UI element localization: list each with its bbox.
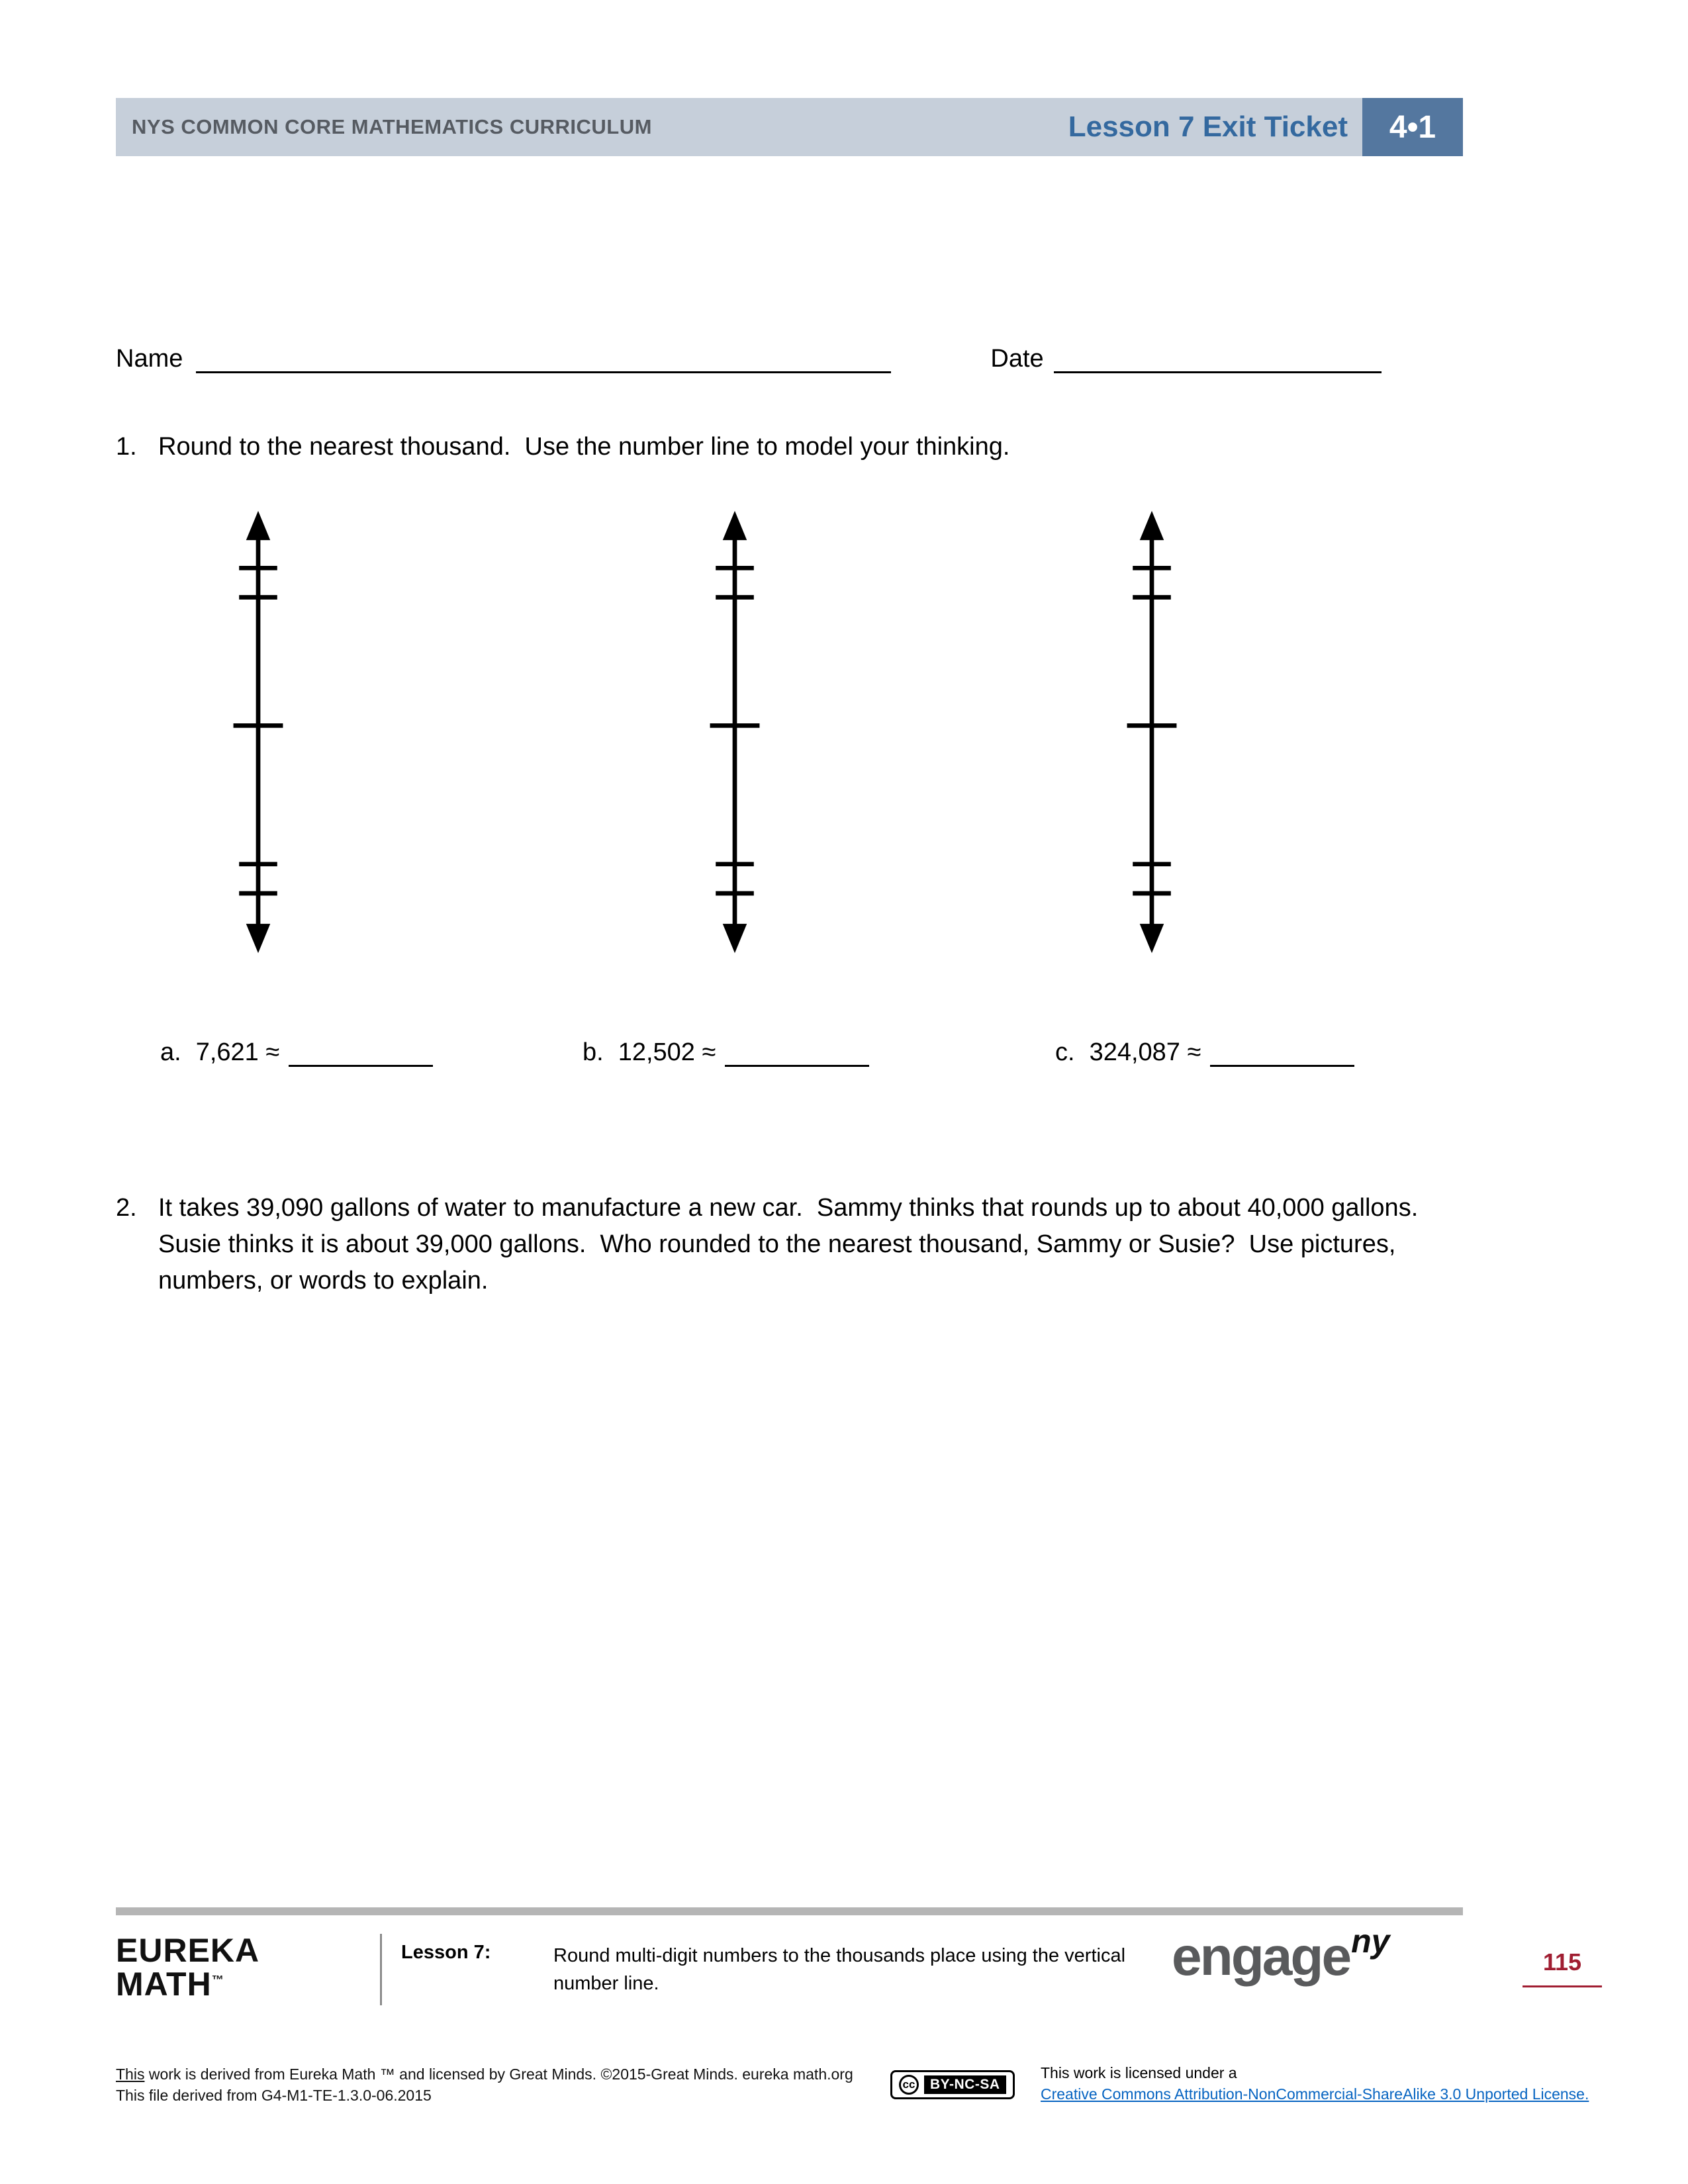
answer-b [583, 1038, 869, 1067]
license-intro: This work is licensed under a [1041, 2064, 1237, 2081]
eureka-logo-line2: MATH™ [116, 1966, 224, 2003]
trademark-symbol: ™ [211, 1973, 224, 1987]
footer-divider [116, 1907, 1463, 1915]
answer-a-letter: a. [160, 1038, 181, 1066]
license-file-line: This file derived from G4-M1-TE-1.3.0-06.2015 [116, 2087, 432, 2105]
answer-b-expression: 12,502 ≈ [618, 1038, 716, 1066]
footer-lesson-label: Lesson 7: [401, 1942, 491, 1963]
answer-c-letter: c. [1055, 1038, 1075, 1066]
engageny-logo [1172, 1923, 1390, 1988]
vertical-number-line-b [688, 510, 781, 954]
question-2-number: 2. [116, 1194, 137, 1222]
page-number: 115 [1523, 1948, 1602, 1987]
question-1-number: 1. [116, 433, 137, 461]
engage-logo-ny: ny [1351, 1923, 1390, 1960]
lesson-title: Lesson 7 Exit Ticket [1068, 111, 1348, 143]
vertical-number-line-c [1105, 510, 1198, 954]
name-date-row [116, 344, 1506, 373]
cc-badge-label: BY-NC-SA [924, 2075, 1006, 2094]
cc-icon: cc [899, 2075, 919, 2095]
date-label: Date [990, 345, 1044, 373]
answer-a-blank [289, 1038, 433, 1067]
answer-c-expression: 324,087 ≈ [1089, 1038, 1201, 1066]
module-badge: 4•1 [1362, 98, 1463, 156]
footer-lesson-description: Round multi-digit numbers to the thousands place using the vertical number line. [553, 1945, 1126, 1995]
header-bar [116, 98, 1463, 156]
engage-logo-word: engage [1172, 1927, 1350, 1987]
license-left-block [116, 2064, 853, 2106]
name-blank [196, 344, 891, 373]
date-blank [1054, 344, 1382, 373]
question-2 [116, 1190, 1446, 1299]
question-1 [116, 429, 1532, 465]
eureka-logo-line1: EUREKA [116, 1932, 260, 1969]
curriculum-title: NYS COMMON CORE MATHEMATICS CURRICULUM [132, 115, 652, 138]
answer-c [1055, 1038, 1354, 1067]
answer-a [160, 1038, 433, 1067]
license-derived-line: This work is derived from Eureka Math ™ and licensed by Great Minds. ©2015-Great Minds. eureka math.org [116, 2066, 853, 2083]
answer-b-letter: b. [583, 1038, 604, 1066]
question-2-text: It takes 39,090 gallons of water to manufacture a new car. Sammy thinks that rounds up to about 40,000 gallons. Susie thinks it is about 39,000 gallons. Who rounded to the nearest thousand, Sammy or Susie? Use pictures, numbers, or words to explain. [158, 1194, 1432, 1295]
license-right-block [1041, 2062, 1589, 2105]
name-label: Name [116, 345, 183, 373]
cc-by-nc-sa-badge[interactable] [890, 2070, 1015, 2099]
vertical-number-line-a [212, 510, 305, 954]
eureka-math-logo [116, 1934, 259, 2001]
question-1-text: Round to the nearest thousand. Use the number line to model your thinking. [158, 433, 1010, 461]
creative-commons-link[interactable]: Creative Commons Attribution-NonCommercial-ShareAlike 3.0 Unported License. [1041, 2085, 1589, 2103]
answer-c-blank [1210, 1038, 1354, 1067]
header-right [1068, 98, 1463, 156]
answer-b-blank [725, 1038, 869, 1067]
footer-vertical-rule [380, 1934, 382, 2005]
answer-a-expression: 7,621 ≈ [195, 1038, 280, 1066]
